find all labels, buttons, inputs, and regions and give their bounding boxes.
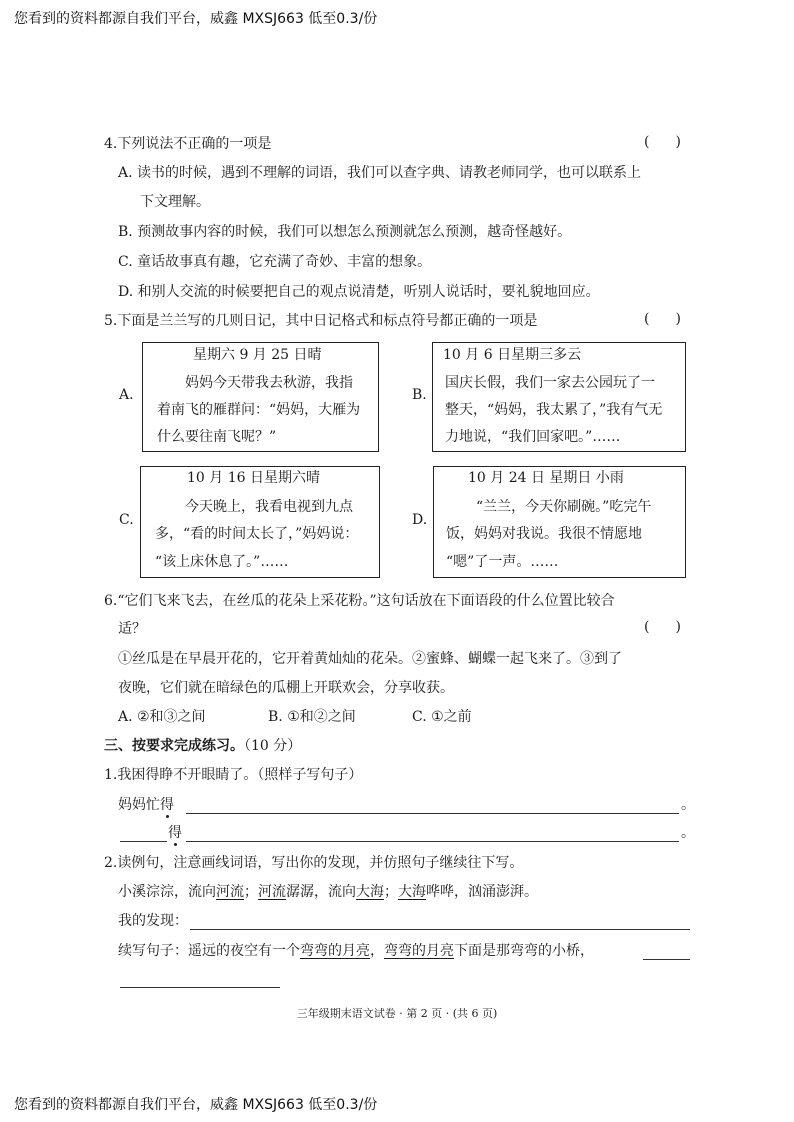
q6-passage-line1: ①丝瓜是在早晨开花的，它开着黄灿灿的花朵。②蜜蜂、蝴蝶一起飞来了。③到了	[118, 651, 622, 667]
q4-answer-blank[interactable]	[644, 134, 681, 150]
ex2-cont-text1: 续写句子：遥远的夜空有一个	[118, 943, 300, 959]
ex2-example-sentence	[118, 882, 538, 902]
diary-c-header: 10 月 16 日星期六晴	[187, 470, 320, 486]
diary-b-line1: 国庆长假，我们一家去公园玩了一	[445, 375, 655, 391]
ex1-answer-line2[interactable]	[186, 841, 679, 842]
diary-a-line2: 着南飞的雁群问：“妈妈，大雁为	[157, 402, 361, 418]
top-banner: 您看到的资料都源自我们平台，威鑫 MXSJ663 低至0.3/份	[14, 11, 378, 27]
diary-a-line1: 妈妈今天带我去秋游，我指	[185, 375, 353, 391]
ex2-continue-answer-line2[interactable]	[120, 987, 280, 988]
q5-box-c-letter: C.	[119, 512, 134, 528]
q4-option-c: C. 童话故事真有趣，它充满了奇妙、丰富的想象。	[118, 254, 432, 270]
paren-close: )	[675, 619, 681, 635]
paren-open: (	[644, 619, 650, 635]
q5-diary-box-c	[140, 466, 380, 578]
diary-d-line1: “兰兰，今天你刷碗。”吃完午	[476, 499, 652, 515]
ex2-finding-answer-line[interactable]	[190, 929, 690, 930]
q5-box-a-letter: A.	[119, 387, 134, 403]
bottom-banner: 您看到的资料都源自我们平台，威鑫 MXSJ663 低至0.3/份	[14, 1097, 378, 1113]
q5-diary-box-d	[433, 466, 686, 578]
paren-open: (	[644, 134, 650, 150]
ex2-underlined-heliu1: 河流	[216, 884, 244, 900]
ex2-cont-text2: 下面是那弯弯的小桥，	[454, 943, 594, 959]
ex1-line2-de-wrap	[168, 823, 182, 843]
paren-close: )	[675, 311, 681, 327]
ex2-finding-label: 我的发现：	[118, 913, 188, 929]
page-footer: 三年级期末语文试卷 · 第 2 页 · (共 6 页)	[296, 1007, 498, 1020]
q5-stem: 5.下面是兰兰写的几则日记，其中日记格式和标点符号都正确的一项是	[104, 313, 538, 329]
diary-a-header: 星期六 9 月 25 日晴	[193, 347, 322, 363]
q5-box-d-letter: D.	[412, 512, 428, 528]
ex1-answer-line1[interactable]	[186, 813, 679, 814]
diary-c-line3: “该上床休息了。”……	[155, 554, 289, 570]
q4-option-a-line2: 下文理解。	[140, 194, 210, 210]
ex1-line1-de: 得	[160, 797, 174, 813]
q6-stem-line2: 适？	[118, 621, 146, 637]
ex2-semicolon1: ；	[244, 884, 258, 900]
diary-d-line3: “嗯”了一声。……	[446, 554, 559, 570]
section3-title: 三、按要求完成练习。	[104, 738, 244, 754]
diary-c-line2: 多，“看的时间太长了，”妈妈说：	[155, 526, 359, 542]
ex1-line2-de: 得	[168, 825, 182, 841]
ex1-line1-prefix	[118, 795, 174, 815]
ex2-text3: 哗哗，汹涌澎湃。	[426, 884, 538, 900]
ex1-line1-end: 。	[681, 797, 695, 813]
ex2-continue-answer-line1[interactable]	[643, 959, 690, 960]
ex1-line1-word: 妈妈忙	[118, 797, 160, 813]
diary-b-header: 10 月 6 日星期三多云	[443, 347, 582, 363]
q6-option-b: B. ①和②之间	[268, 709, 356, 725]
diary-b-line2: 整天，“妈妈，我太累了，”我有气无	[445, 402, 663, 418]
ex2-underlined-dahai2: 大海	[398, 884, 426, 900]
ex1-line2-end: 。	[681, 825, 695, 841]
diary-d-line2: 饭，妈妈对我说。我很不情愿地	[446, 526, 642, 542]
q4-option-d: D. 和别人交流的时候要把自己的观点说清楚，听别人说话时，要礼貌地回应。	[118, 284, 600, 300]
ex2-underlined-moon1: 弯弯的月亮	[300, 943, 370, 959]
ex2-comma: ，	[370, 943, 384, 959]
q5-diary-box-b	[432, 342, 686, 452]
diary-c-line1: 今天晚上，我看电视到九点	[185, 499, 353, 515]
ex1-blank-subject[interactable]	[120, 841, 167, 842]
q4-option-b: B. 预测故事内容的时候，我们可以想怎么预测就怎么预测，越奇怪越好。	[118, 224, 572, 240]
paren-close: )	[675, 134, 681, 150]
ex2-text1: 小溪淙淙，流向	[118, 884, 216, 900]
ex1-stem: 1.我困得睁不开眼睛了。（照样子写句子）	[104, 767, 363, 783]
paren-open: (	[644, 311, 650, 327]
section3-score: （10 分）	[244, 738, 302, 754]
ex2-text2: 潺潺，流向	[286, 884, 356, 900]
ex2-semicolon2: ；	[384, 884, 398, 900]
ex2-underlined-dahai1: 大海	[356, 884, 384, 900]
q6-stem-line1: 6.“它们飞来飞去，在丝瓜的花朵上采花粉。”这句话放在下面语段的什么位置比较合	[104, 593, 615, 609]
q6-answer-blank[interactable]	[644, 619, 681, 635]
q4-stem: 4.下列说法不正确的一项是	[104, 136, 272, 152]
ex2-stem: 2.读例句，注意画线词语，写出你的发现，并仿照句子继续往下写。	[104, 855, 524, 871]
q5-diary-box-a	[142, 342, 379, 452]
ex2-underlined-moon2: 弯弯的月亮	[384, 943, 454, 959]
diary-b-line3: 力地说，“我们回家吧。”……	[445, 429, 621, 445]
section3-heading	[104, 736, 301, 756]
q5-answer-blank[interactable]	[644, 311, 681, 327]
q6-passage-line2: 夜晚，它们就在暗绿色的瓜棚上开联欢会，分享收获。	[118, 680, 454, 696]
q5-box-b-letter: B.	[412, 387, 427, 403]
ex2-continue-sentence	[118, 941, 594, 961]
diary-d-header: 10 月 24 日 星期日 小雨	[468, 470, 624, 486]
q6-option-c: C. ①之前	[412, 709, 472, 725]
q6-option-a: A. ②和③之间	[118, 709, 206, 725]
ex2-underlined-heliu2: 河流	[258, 884, 286, 900]
q4-option-a-line1: A. 读书的时候，遇到不理解的词语，我们可以查字典、请教老师同学，也可以联系上	[118, 165, 642, 181]
diary-a-line3: 什么要往南飞呢？”	[157, 429, 277, 445]
